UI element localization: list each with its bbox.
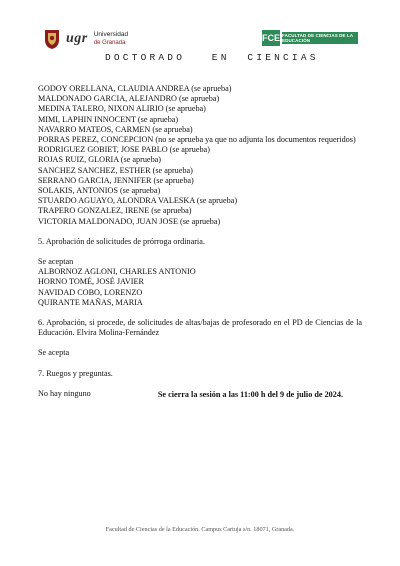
university-seal-icon [42,28,62,50]
list-item: TRAPERO GONZALEZ, IRENE (se aprueba) [38,206,192,216]
extension-name-list [38,267,362,308]
document-title: DOCTORADO EN CIENCIAS [105,52,319,63]
list-item: SOLAKIS, ANTONIOS (se aprueba) [38,186,161,196]
list-item: MIMI, LAPHIN INNOCENT (se aprueba) [38,114,179,124]
section-6-result: Se acepta [38,348,70,358]
section-7-heading: 7. Ruegos y preguntas. [38,368,113,378]
list-item: MEDINA TALERO, NIXON ALIRIO (se aprueba) [38,104,206,114]
list-item: SANCHEZ SANCHEZ, ESTHER (se aprueba) [38,165,193,175]
session-closing-statement: Se cierra la sesión a las 11:00 h del 9 de julio de 2024. [157,390,343,399]
list-item: PORRAS PEREZ, CONCEPCION (no se aprueba ya que no adjunta los documentos requeridos) [38,135,356,145]
university-city-line: de Granada [93,40,126,46]
section-5-intro: Se aceptan [38,257,74,267]
list-item: VICTORIA MALDONADO, JUAN JOSE (se aprueba) [38,216,221,226]
university-logo [42,28,128,50]
university-name [94,31,128,47]
faculty-logo-mark: FCE [262,30,280,46]
list-item: STUARDO AGUAYO, ALONDRA VALESKA (se aprueba) [38,196,238,206]
list-item: ALBORNOZ AGLONI, CHARLES ANTONIO [38,267,196,277]
faculty-logo [262,30,358,46]
list-item: SERRANO GARCIA, JENNIFER (se aprueba) [38,175,194,185]
section-7-result: No hay ninguno [38,388,91,398]
list-item: QUIRANTE MAÑAS, MARIA [38,297,143,307]
faculty-logo-name: FACULTAD DE CIENCIAS DE LA EDUCACIÓN [282,32,358,44]
list-item: GODOY ORELLANA, CLAUDIA ANDREA (se aprueba) [38,84,232,93]
approval-name-list [38,84,362,227]
section-5-heading: 5. Aprobación de solicitudes de prórroga ordinaria. [38,236,205,246]
document-body [38,84,362,399]
list-item: RODRIGUEZ GOBIET, JOSE PABLO (se aprueba) [38,145,210,155]
list-item: MALDONADO GARCIA, ALEJANDRO (se aprueba) [38,94,220,104]
list-item: HORNO TOMÉ, JOSÉ JAVIER [38,277,144,287]
section-6-heading: 6. Aprobación, si procede, de solicitudes de altas/bajas de profesorado en el PD de Ciencias de la Educación. Elvira Molina-Fernández [38,318,362,338]
page-footer: Facultad de Ciencias de la Educación. Campus Cartuja s/n. 18071, Granada. [105,526,295,533]
university-name-line: Universidad [93,31,129,38]
list-item: NAVIDAD COBO, LORENZO [38,287,143,297]
list-item: ROJAS RUIZ, GLORIA (se aprueba) [38,155,162,165]
ugr-wordmark: ugr [66,31,88,46]
list-item: NAVARRO MATEOS, CARMEN (se aprueba) [38,124,193,134]
